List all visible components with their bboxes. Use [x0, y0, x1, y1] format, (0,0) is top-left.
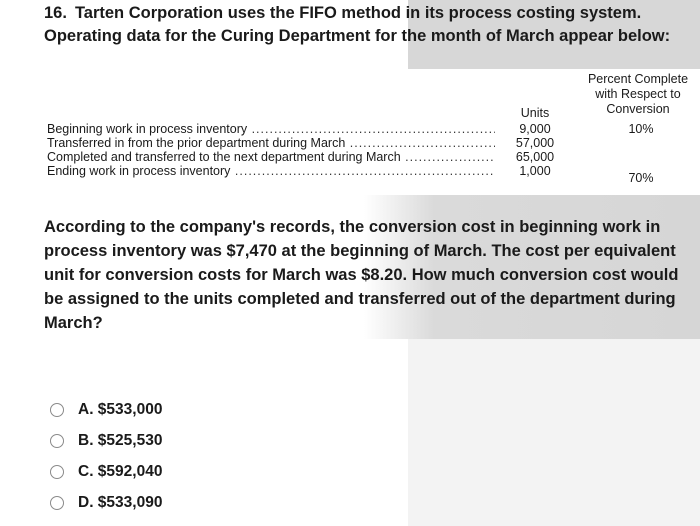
option-a-label: A. $533,000 [78, 400, 163, 418]
row-label-transferred-in: Transferred in from the prior department during March ..... [47, 137, 495, 150]
units-completed-transferred: 65,000 [515, 150, 555, 164]
header-percent-complete: Percent Complete [587, 72, 689, 86]
option-b-label: B. $525,530 [78, 431, 163, 449]
option-b[interactable] [50, 425, 162, 456]
option-a[interactable] [50, 394, 162, 425]
units-beginning-wip: 9,000 [519, 122, 551, 136]
row-label-beginning-wip: Beginning work in process inventory ..... [47, 123, 495, 136]
radio-icon[interactable] [50, 434, 64, 448]
header-with-respect-to: with Respect to [595, 87, 681, 101]
question-number: 16. [44, 4, 67, 22]
option-d[interactable] [50, 487, 162, 518]
option-c[interactable] [50, 456, 162, 487]
option-c-label: C. $592,040 [78, 462, 163, 480]
row-label-completed-transferred: Completed and transferred to the next department during March ..... [47, 151, 495, 164]
question-header [44, 2, 694, 48]
header-conversion: Conversion [606, 102, 670, 116]
row-label-ending-wip: Ending work in process inventory ..... [47, 165, 495, 178]
radio-icon[interactable] [50, 465, 64, 479]
radio-icon[interactable] [50, 403, 64, 417]
question-text: Tarten Corporation uses the FIFO method in its process costing system. Operating data for the Curing Department for the month of March appear below: [44, 4, 671, 45]
percent-beginning-wip: 10% [628, 122, 654, 136]
radio-icon[interactable] [50, 496, 64, 510]
shaded-background-bottom [408, 339, 700, 526]
answer-options [50, 394, 162, 518]
units-ending-wip: 1,000 [519, 164, 551, 178]
question-body: According to the company's records, the conversion cost in beginning work in process inventory was $7,470 at the beginning of March. The cost per equivalent unit for conversion costs for March was $8.20. How much conversion cost would be assigned to the units completed and transferred out of the department during March? [44, 218, 679, 332]
units-transferred-in: 57,000 [515, 136, 555, 150]
percent-ending-wip: 70% [628, 171, 654, 185]
header-units: Units [520, 106, 550, 120]
option-d-label: D. $533,090 [78, 493, 163, 511]
